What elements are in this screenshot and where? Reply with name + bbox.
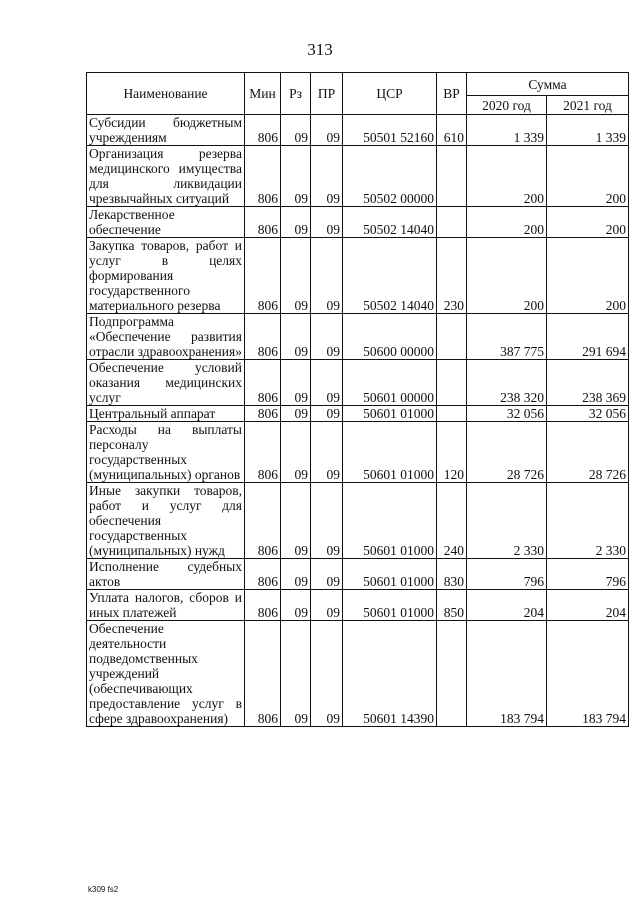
header-sum: Сумма bbox=[467, 73, 629, 96]
cell-y2020: 32 056 bbox=[467, 406, 547, 422]
cell-name: Уплата налогов, сборов и иных платежей bbox=[87, 590, 245, 621]
cell-pr: 09 bbox=[311, 559, 343, 590]
cell-vr bbox=[437, 314, 467, 360]
cell-rz: 09 bbox=[281, 314, 311, 360]
table-row bbox=[87, 422, 629, 483]
cell-vr: 120 bbox=[437, 422, 467, 483]
budget-table bbox=[86, 72, 629, 727]
cell-name: Закупка товаров, работ и услуг в целях формирования государственного материального резерва bbox=[87, 238, 245, 314]
table-row bbox=[87, 483, 629, 559]
cell-name: Обеспечение деятельности подведомственных учреждений (обеспечивающих предоставление услуг в сфере здравоохранения) bbox=[87, 621, 245, 727]
cell-min: 806 bbox=[245, 207, 281, 238]
cell-rz: 09 bbox=[281, 621, 311, 727]
cell-y2020: 200 bbox=[467, 146, 547, 207]
cell-y2020: 183 794 bbox=[467, 621, 547, 727]
cell-vr: 610 bbox=[437, 115, 467, 146]
cell-y2020: 796 bbox=[467, 559, 547, 590]
cell-min: 806 bbox=[245, 422, 281, 483]
cell-pr: 09 bbox=[311, 360, 343, 406]
header-rz: Рз bbox=[281, 73, 311, 115]
cell-min: 806 bbox=[245, 590, 281, 621]
cell-min: 806 bbox=[245, 314, 281, 360]
cell-rz: 09 bbox=[281, 590, 311, 621]
cell-pr: 09 bbox=[311, 422, 343, 483]
cell-csr: 50502 14040 bbox=[343, 207, 437, 238]
cell-csr: 50601 01000 bbox=[343, 559, 437, 590]
table-row bbox=[87, 360, 629, 406]
cell-y2021: 796 bbox=[547, 559, 629, 590]
cell-min: 806 bbox=[245, 559, 281, 590]
table-row bbox=[87, 115, 629, 146]
cell-min: 806 bbox=[245, 483, 281, 559]
cell-name: Организация резерва медицинского имущества для ликвидации чрезвычайных ситуаций bbox=[87, 146, 245, 207]
cell-vr: 830 bbox=[437, 559, 467, 590]
cell-y2021: 200 bbox=[547, 207, 629, 238]
header-vr: ВР bbox=[437, 73, 467, 115]
cell-y2020: 200 bbox=[467, 238, 547, 314]
cell-vr bbox=[437, 406, 467, 422]
cell-y2021: 2 330 bbox=[547, 483, 629, 559]
cell-y2020: 28 726 bbox=[467, 422, 547, 483]
cell-vr: 240 bbox=[437, 483, 467, 559]
cell-min: 806 bbox=[245, 146, 281, 207]
table-row bbox=[87, 621, 629, 727]
table-row bbox=[87, 238, 629, 314]
cell-y2021: 291 694 bbox=[547, 314, 629, 360]
cell-y2020: 387 775 bbox=[467, 314, 547, 360]
cell-pr: 09 bbox=[311, 238, 343, 314]
header-year-2020: 2020 год bbox=[467, 96, 547, 115]
cell-min: 806 bbox=[245, 360, 281, 406]
table-row bbox=[87, 406, 629, 422]
cell-name: Лекарственное обеспечение bbox=[87, 207, 245, 238]
cell-pr: 09 bbox=[311, 483, 343, 559]
cell-y2020: 238 320 bbox=[467, 360, 547, 406]
header-year-2021: 2021 год bbox=[547, 96, 629, 115]
header-name: Наименование bbox=[87, 73, 245, 115]
cell-rz: 09 bbox=[281, 207, 311, 238]
cell-y2020: 200 bbox=[467, 207, 547, 238]
cell-rz: 09 bbox=[281, 559, 311, 590]
cell-pr: 09 bbox=[311, 207, 343, 238]
cell-name: Исполнение судебных актов bbox=[87, 559, 245, 590]
cell-name: Расходы на выплаты персоналу государственных (муниципальных) органов bbox=[87, 422, 245, 483]
cell-csr: 50601 01000 bbox=[343, 590, 437, 621]
cell-y2021: 32 056 bbox=[547, 406, 629, 422]
cell-y2020: 1 339 bbox=[467, 115, 547, 146]
page-number: 313 bbox=[307, 40, 333, 59]
cell-y2021: 183 794 bbox=[547, 621, 629, 727]
cell-y2021: 204 bbox=[547, 590, 629, 621]
cell-name: Иные закупки товаров, работ и услуг для обеспечения государственных (муниципальных) нужд bbox=[87, 483, 245, 559]
cell-csr: 50601 01000 bbox=[343, 422, 437, 483]
cell-name: Центральный аппарат bbox=[87, 406, 245, 422]
cell-csr: 50601 00000 bbox=[343, 360, 437, 406]
cell-rz: 09 bbox=[281, 115, 311, 146]
cell-pr: 09 bbox=[311, 621, 343, 727]
table-row bbox=[87, 314, 629, 360]
cell-y2020: 2 330 bbox=[467, 483, 547, 559]
header-pr: ПР bbox=[311, 73, 343, 115]
cell-rz: 09 bbox=[281, 483, 311, 559]
cell-y2021: 200 bbox=[547, 238, 629, 314]
cell-vr bbox=[437, 360, 467, 406]
table-row bbox=[87, 146, 629, 207]
cell-vr: 850 bbox=[437, 590, 467, 621]
cell-min: 806 bbox=[245, 406, 281, 422]
cell-vr bbox=[437, 146, 467, 207]
cell-pr: 09 bbox=[311, 115, 343, 146]
cell-pr: 09 bbox=[311, 406, 343, 422]
table-row bbox=[87, 559, 629, 590]
cell-csr: 50601 01000 bbox=[343, 406, 437, 422]
cell-pr: 09 bbox=[311, 146, 343, 207]
table-body bbox=[87, 115, 629, 727]
cell-csr: 50501 52160 bbox=[343, 115, 437, 146]
cell-min: 806 bbox=[245, 115, 281, 146]
cell-vr: 230 bbox=[437, 238, 467, 314]
cell-csr: 50502 14040 bbox=[343, 238, 437, 314]
cell-csr: 50601 14390 bbox=[343, 621, 437, 727]
cell-vr bbox=[437, 621, 467, 727]
cell-y2021: 200 bbox=[547, 146, 629, 207]
cell-rz: 09 bbox=[281, 238, 311, 314]
cell-y2021: 28 726 bbox=[547, 422, 629, 483]
cell-rz: 09 bbox=[281, 422, 311, 483]
cell-rz: 09 bbox=[281, 146, 311, 207]
cell-name: Подпрограмма «Обеспечение развития отрасли здравоохранения» bbox=[87, 314, 245, 360]
cell-pr: 09 bbox=[311, 590, 343, 621]
cell-vr bbox=[437, 207, 467, 238]
cell-csr: 50600 00000 bbox=[343, 314, 437, 360]
header-min: Мин bbox=[245, 73, 281, 115]
cell-min: 806 bbox=[245, 238, 281, 314]
header-csr: ЦСР bbox=[343, 73, 437, 115]
cell-name: Субсидии бюджетным учреждениям bbox=[87, 115, 245, 146]
cell-y2021: 238 369 bbox=[547, 360, 629, 406]
cell-csr: 50601 01000 bbox=[343, 483, 437, 559]
cell-pr: 09 bbox=[311, 314, 343, 360]
footer-code: k309 fs2 bbox=[88, 885, 119, 894]
cell-y2021: 1 339 bbox=[547, 115, 629, 146]
cell-y2020: 204 bbox=[467, 590, 547, 621]
cell-csr: 50502 00000 bbox=[343, 146, 437, 207]
table-row bbox=[87, 207, 629, 238]
cell-rz: 09 bbox=[281, 360, 311, 406]
cell-rz: 09 bbox=[281, 406, 311, 422]
cell-name: Обеспечение условий оказания медицинских услуг bbox=[87, 360, 245, 406]
cell-min: 806 bbox=[245, 621, 281, 727]
table-row bbox=[87, 590, 629, 621]
